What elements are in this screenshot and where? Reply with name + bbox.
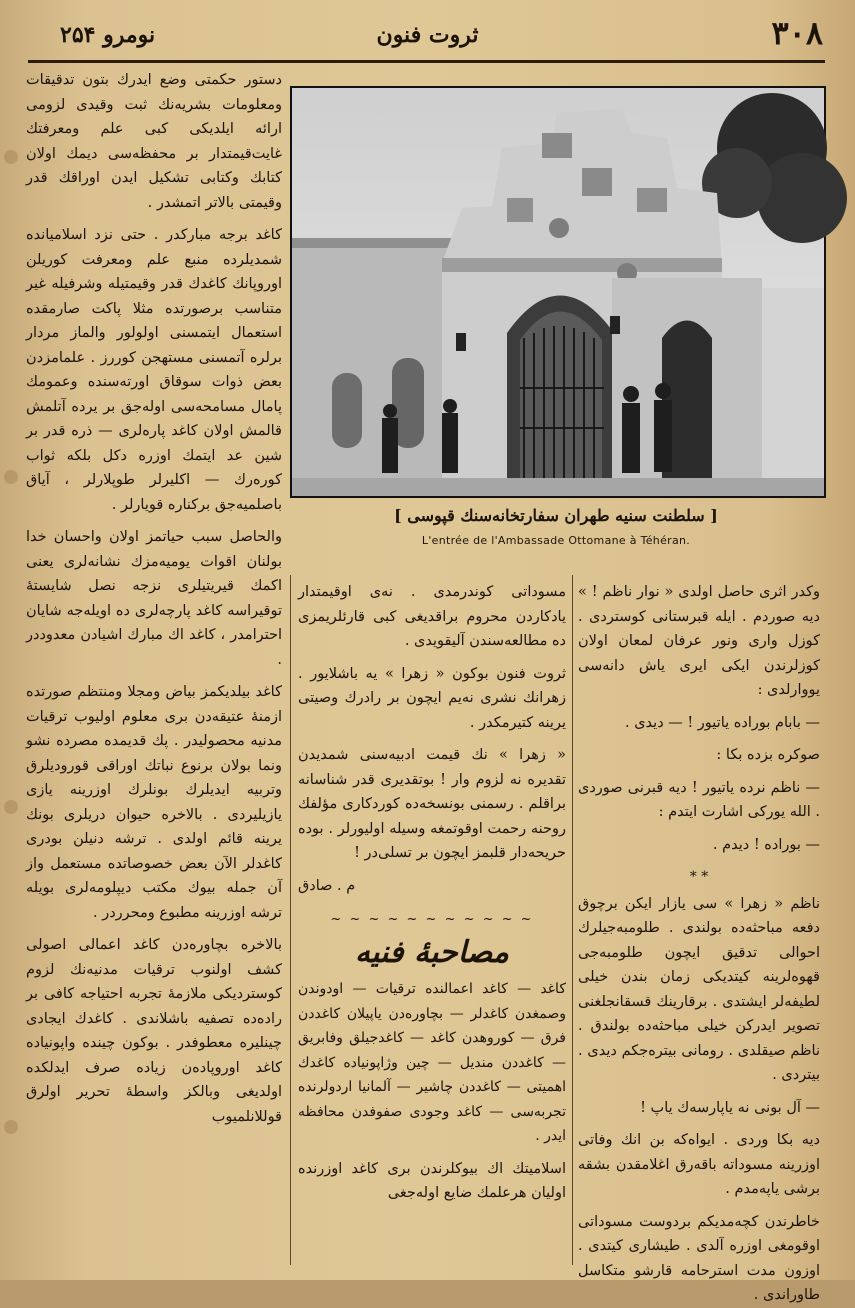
paragraph: مسوداتی کوندرمدی . نه‌ی اوقیمتدار یادکاردن محروم براقدیغی کبی قارئلریمزی ده مطالعه‌سندن آلیقویدی . (298, 584, 566, 649)
journal-title: ثروت فنون (376, 22, 479, 48)
paragraph: اسلامیتك اك بیوکلرندن بری کاغد اوزرنده اولیان هرعلمك ضایع اوله‌جغی (298, 1160, 566, 1201)
paragraph: کاغد برجه مبارکدر . حتی نزد اسلامیانده شمدیلرده منبع علم ومعرفت کوریلن اوروپانك کاغدك قدر وقیمتیله وشرفیله غیر متناسب برصورتده مثلا پاکت صارمقده استعمال ایتمسنی اولولور والماز مردار برلره آتمسنی مستهجن کوررز . علمامزدن بعض ذوات سوقاق اورته‌سنده وعمومك پامال مسامحه‌سی اوله‌جق بر یرده آتلمش قالمش اولان کاغد پاره‌لری — ذره قدر بر شین عد ایتمك اوزره دکل بلکه ثواب کوره‌رك — اکلیرلر طوپلارلر ، آیاق باصلمیه‌جق برکناره قویارلر . (26, 227, 282, 513)
paragraph: — بوراده ! دیدم . (712, 836, 820, 853)
section-stars: * * (689, 869, 709, 885)
column-divider (290, 575, 291, 1265)
paragraph: ثروت فنون بوکون « زهرا » یه باشلایور . زهرانك نشری نه‌یم ایچون بر رادرك وصیتی یرینه کتیرمکدر . (298, 665, 566, 731)
figure-caption-turkish: [ سلطنت سنیه طهران سفارتخانه‌سنك قپوسی ] (394, 506, 718, 525)
paragraph: کاغد بیلدیکمز بیاض ومجلا ومنتظم صورتده ازمنهٔ عتیقه‌دن بری معلوم اولیوب ترقیات مدنیه محصولیدر . پك قدیمده مصرده نشو ونما بولان برنوع نباتك اوراقی قورودیلرق وتربیه ایدیلرك بونلرك اوزرینه یازی یازیلیردی . بالاخره حیوان دریلری بونك یرینه قائم اولدی . ترشه دنیلن بودری کاغدلر الآن بعض خصوصاتده مستعمل واز آن جمله بیوك مکتب دیپلومه‌لری بویله ترشه اوزرینه مطبوع ومحرردر . (26, 684, 282, 921)
paragraph: والحاصل سبب حیاتمز اولان واحسان خدا بولنان اقوات یومیه‌مزك نشانه‌لری یعنی اکمك قیریتیلری نزجه نصل شایستهٔ توقیراسه کاغد پارچه‌لری ده اویله‌جه شایان احترامدر ، کاغد اك مبارك اشیادن معدوددر . (26, 529, 282, 668)
paragraph: صوکره بزده بکا : (716, 747, 820, 763)
page-number: ۳۰۸ (771, 14, 823, 52)
issue-number: نومرو ۲۵۴ (60, 22, 156, 48)
paragraph: بالاخره بچاوره‌دن کاغد اعمالی اصولی کشف اولنوب ترقیات مدنیه‌نك لزوم کوستردیکی ملازمهٔ تجربه احتیاجه کافی بر راده‌ده تصفیه باشلاندی . کاغدك ایجادی چینلیره معطوفدر . بوکون چینده‌ واپونیاده کاغد اوروپاده‌ن زیاده صرف ایدلکده اولدیغی وبالکز واسطهٔ تحریر اولرق قوللانلمیوب (26, 937, 282, 1125)
left-column (26, 68, 282, 1268)
column-divider (572, 575, 573, 1265)
paragraph: ناظم « زهرا » سی یازار ایکن برچوق دفعه مباحثه‌ده بولندی . طلومبه‌جیلرك احوالی تدقیق ایچون طلومبه‌جی قهوه‌لرینه کیتدیکی زمان بندن خیلی لطیفه‌لر ایشتدی . برقارینك قسقانجلغنی تصویر ایدرکن خیلی مباحثه‌ده بولندق . ناظم صیقلدی . رومانی بیتره‌جکم دیدی . بیتردی . (578, 895, 820, 1083)
paragraph: « زهرا » نك قیمت ادبیه‌سنی شمدیدن تقدیره نه لزوم وار ! بوتقدیری قدر شناسانه براقلم . رسمنی بونسخه‌ده کوردکاری مؤلفك روحنه رحمت اوقوتمغه وسیله اولیورلر . بوده حریحه‌دار قلبمز ایچون بر تسلی‌در ! (298, 747, 566, 861)
paragraph: وکدر اثری حاصل اولدی « نوار ناظم ! » دیه صوردم . ایله قبرستانی کوستردی . کوزل واری ونور عرفان لمعان اولان کوزلرندن ایکی ایری یاش دانه‌سی یووارلدی : (578, 584, 820, 698)
paragraph: دستور حکمتی وضع ایدرك بتون تدقیقات ومعلومات بشریه‌نك ثبت وقیدی لزومی ارائه ایلدیکی کبی علم ومعرفتك غایت‌قیمتدار بر محفظه‌سی دیمك اولان کتابك وکتابی تشکیل ایدن اوراقك قدر وقیمتی بالاتر اتمشدر . (26, 72, 282, 211)
paragraph: کاغد — کاغد اعمالنده ترقیات — اودوندن وصمغدن کاغدلر — بچاوره‌دن یاپیلان کاغددن فرق — کوروهدن کاغد — کاغدجیلق وفابریق — کاغددن مندیل — چین وژاپونیاده کاغدك اهمیتی — کاغددن چاشیر — آلمانیا اردولرنده تجربه‌سی — کاغد وجودی صفوفدن محافظه ایدر . (298, 981, 566, 1144)
author-signature: م . صادق (298, 877, 356, 894)
binding-hole (4, 800, 18, 814)
right-column (578, 580, 820, 1303)
page-header (20, 14, 835, 58)
section-heading: مصاحبهٔ فنیه (355, 934, 509, 970)
binding-hole (4, 150, 18, 164)
embassy-gate-photo (290, 86, 826, 498)
middle-column (298, 580, 566, 1270)
paragraph: — بابام بوراده یاتیور ! — دیدی . (624, 714, 820, 731)
paragraph: — ناظم نرده یاتیور ! دیه قبرنی صوردی . الله یورکی اشارت ایتدم : (578, 779, 820, 820)
binding-hole (4, 470, 18, 484)
binding-hole (4, 1120, 18, 1134)
paragraph: خاطرندن کچه‌مدیکم بردوست مسوداتی اوقومغی اوزره آلدی . طیشاری کیتدی . اوزون مدت استرحامه قارشو متکاسل طاوراندی . (578, 1213, 820, 1303)
embassy-gate-illustration (292, 88, 824, 496)
paragraph: دیه بکا وردی . ایواه‌که بن انك وفاتی اوزرینه مسوداته باقه‌رق اغلامقدن بشقه برشی یاپه‌مدم . (578, 1132, 820, 1197)
figure-caption-french: L'entrée de l'Ambassade Ottomane à Téhéran. (421, 534, 691, 547)
paragraph: — آل بونی نه یاپارسه‌ك یاپ ! (640, 1099, 820, 1116)
header-rule (28, 60, 825, 63)
ornament-divider: ~ ~ ~ ~ ~ ~ ~ ~ ~ ~ ~ (330, 912, 534, 927)
